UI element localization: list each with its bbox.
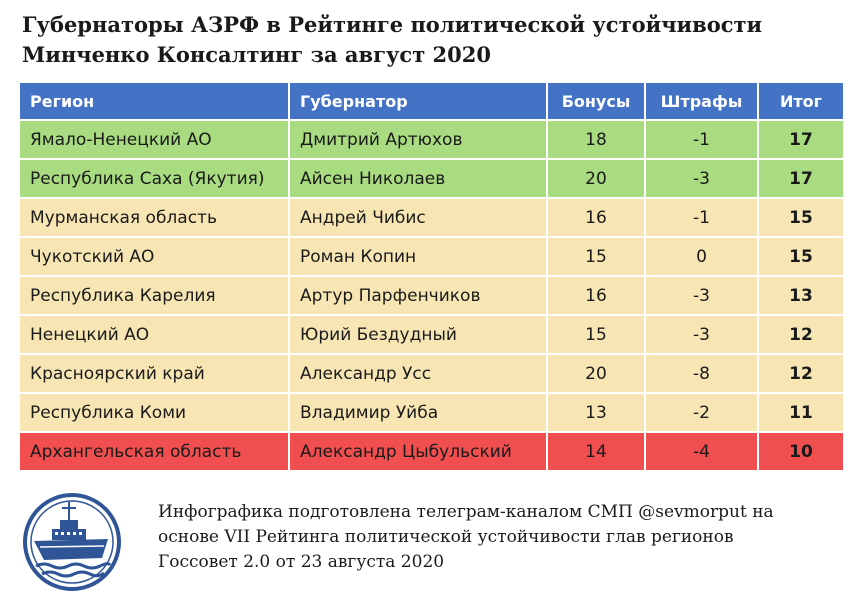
title-line-2: Минченко Консалтинг за август 2020 xyxy=(22,42,491,67)
governor-cell: Владимир Уйба xyxy=(290,394,548,433)
source-note-line-1: Инфографика подготовлена телеграм-каналом СМП @sevmorput на xyxy=(158,502,774,522)
region-cell: Мурманская область xyxy=(20,199,290,238)
source-note-line-2: основе VII Рейтинга политической устойчивости глав регионов xyxy=(158,527,734,547)
bonus-cell: 20 xyxy=(548,355,646,394)
icebreaker-ship-icon xyxy=(22,492,122,592)
governor-cell: Юрий Бездудный xyxy=(290,316,548,355)
region-cell: Республика Карелия xyxy=(20,277,290,316)
region-cell: Республика Саха (Якутия) xyxy=(20,160,290,199)
table-row xyxy=(20,121,843,160)
region-cell: Ненецкий АО xyxy=(20,316,290,355)
ratings-table xyxy=(20,83,843,472)
total-cell: 12 xyxy=(759,355,843,394)
region-cell: Ямало-Ненецкий АО xyxy=(20,121,290,160)
penalty-cell: 0 xyxy=(646,238,759,277)
penalty-cell: -3 xyxy=(646,277,759,316)
bonus-cell: 14 xyxy=(548,433,646,472)
total-cell: 11 xyxy=(759,394,843,433)
title-line-1: Губернаторы АЗРФ в Рейтинге политической устойчивости xyxy=(22,12,763,37)
logo-hull xyxy=(34,539,108,560)
total-cell: 13 xyxy=(759,277,843,316)
governor-cell: Артур Парфенчиков xyxy=(290,277,548,316)
table-row xyxy=(20,316,843,355)
total-cell: 10 xyxy=(759,433,843,472)
table-row xyxy=(20,433,843,472)
page-title xyxy=(22,10,852,70)
table-header-row xyxy=(20,83,843,121)
header-penalty: Штрафы xyxy=(646,83,759,121)
penalty-cell: -3 xyxy=(646,316,759,355)
source-note-line-3: Госсовет 2.0 от 23 августа 2020 xyxy=(158,552,445,572)
region-cell: Чукотский АО xyxy=(20,238,290,277)
logo-bridge-top xyxy=(60,520,78,529)
table-row xyxy=(20,238,843,277)
penalty-cell: -1 xyxy=(646,199,759,238)
bonus-cell: 16 xyxy=(548,199,646,238)
governor-cell: Дмитрий Артюхов xyxy=(290,121,548,160)
table-row xyxy=(20,160,843,199)
table-row xyxy=(20,394,843,433)
governor-cell: Андрей Чибис xyxy=(290,199,548,238)
governor-cell: Александр Цыбульский xyxy=(290,433,548,472)
total-cell: 17 xyxy=(759,160,843,199)
bonus-cell: 15 xyxy=(548,238,646,277)
header-region: Регион xyxy=(20,83,290,121)
header-total: Итог xyxy=(759,83,843,121)
governor-cell: Александр Усс xyxy=(290,355,548,394)
table-row xyxy=(20,355,843,394)
bonus-cell: 13 xyxy=(548,394,646,433)
total-cell: 15 xyxy=(759,199,843,238)
penalty-cell: -1 xyxy=(646,121,759,160)
penalty-cell: -2 xyxy=(646,394,759,433)
region-cell: Архангельская область xyxy=(20,433,290,472)
total-cell: 12 xyxy=(759,316,843,355)
source-note xyxy=(158,500,848,575)
bonus-cell: 16 xyxy=(548,277,646,316)
header-bonus: Бонусы xyxy=(548,83,646,121)
penalty-cell: -8 xyxy=(646,355,759,394)
governor-cell: Айсен Николаев xyxy=(290,160,548,199)
region-cell: Красноярский край xyxy=(20,355,290,394)
table-row xyxy=(20,277,843,316)
penalty-cell: -4 xyxy=(646,433,759,472)
total-cell: 15 xyxy=(759,238,843,277)
region-cell: Республика Коми xyxy=(20,394,290,433)
bonus-cell: 20 xyxy=(548,160,646,199)
penalty-cell: -3 xyxy=(646,160,759,199)
bonus-cell: 18 xyxy=(548,121,646,160)
table-row xyxy=(20,199,843,238)
total-cell: 17 xyxy=(759,121,843,160)
header-governor: Губернатор xyxy=(290,83,548,121)
bonus-cell: 15 xyxy=(548,316,646,355)
table-body xyxy=(20,121,843,472)
governor-cell: Роман Копин xyxy=(290,238,548,277)
